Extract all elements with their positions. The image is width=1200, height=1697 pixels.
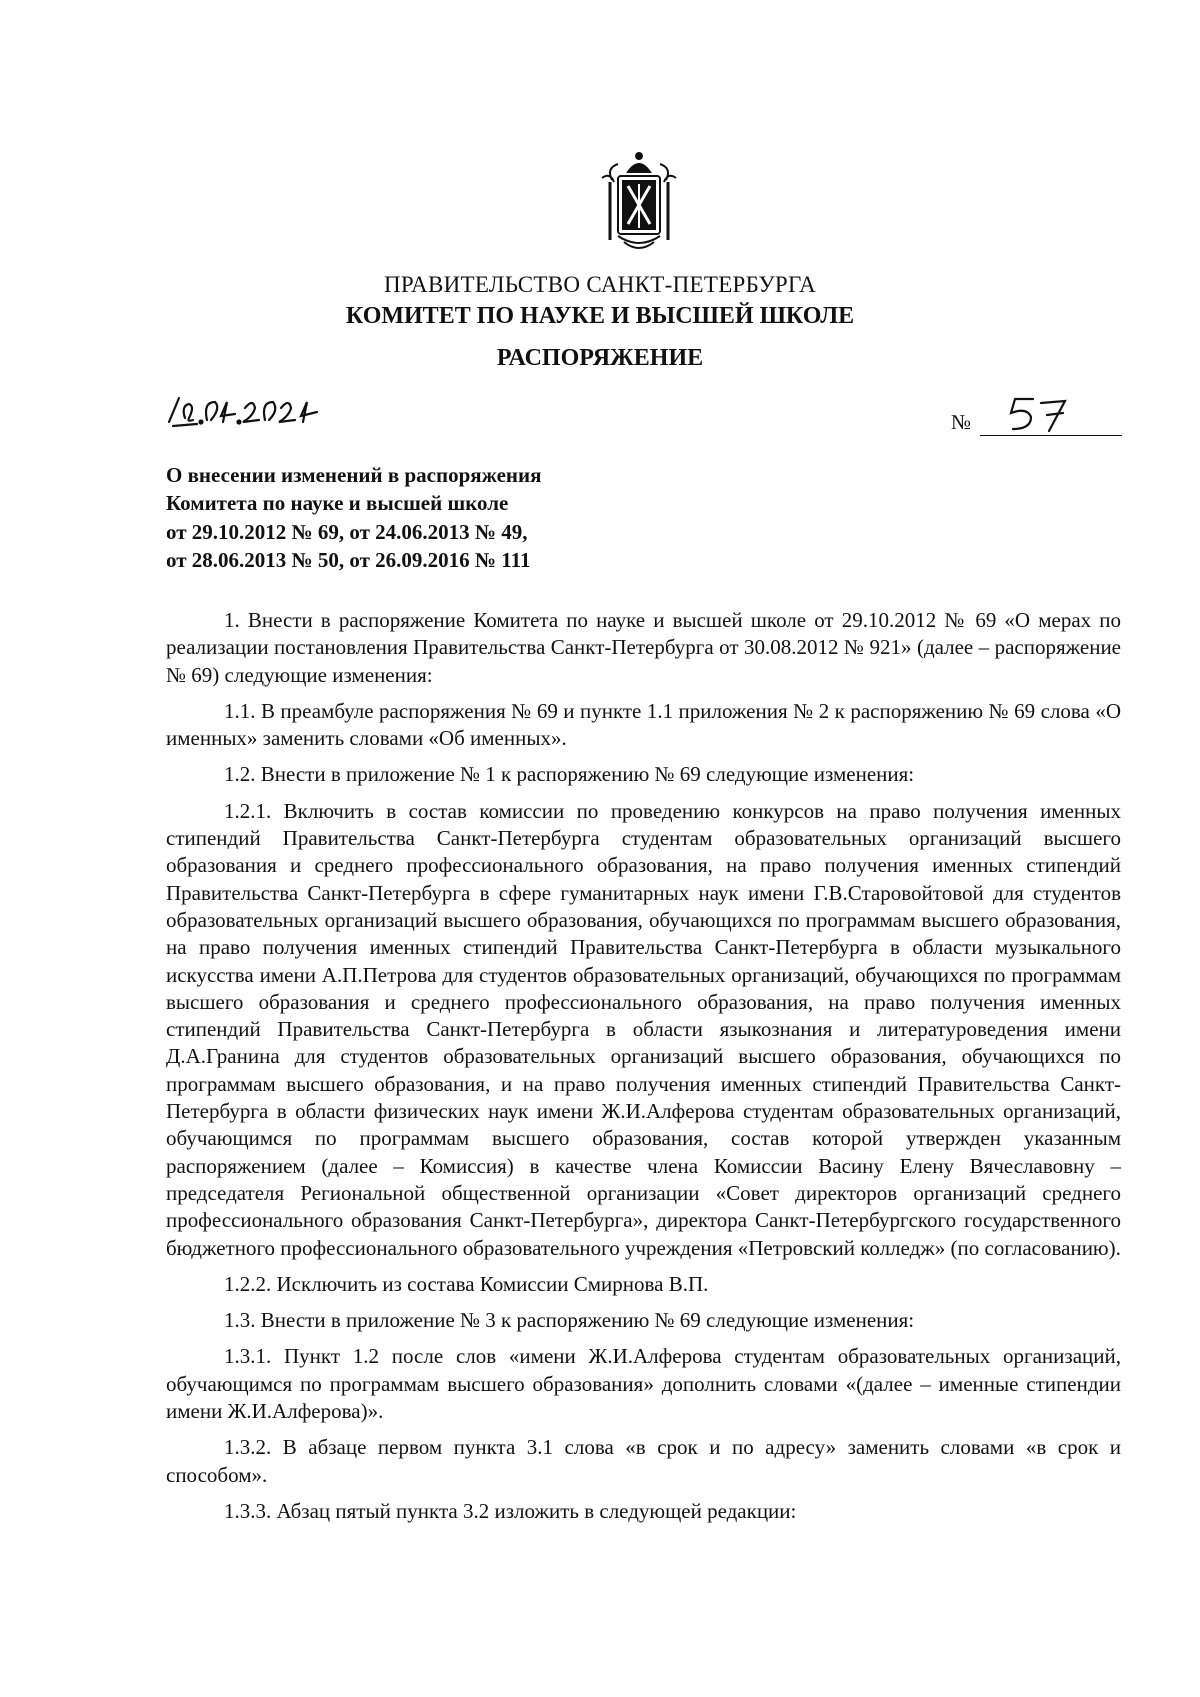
paragraph: 1.2.1. Включить в состав комиссии по проведению конкурсов на право получения именных стипендий Правительства Санкт-Петербурга студентам образовательных организаций высшего образования и среднего профессионального образования, на право получения именных стипендий Правительства Санкт-Петербурга в сфере гуманитарных наук имени Г.В.Старовойтовой для студентов образовательных организаций высшего образования, обучающихся по программам высшего образования, на право получения именных стипендий Правительства Санкт-Петербурга в области музыкального искусства имени А.П.Петрова для студентов образовательных организаций, обучающихся по программам высшего образования и среднего профессионального образования, на право получения именных стипендий Правительства Санкт-Петербурга в области языкознания и литературоведения имени Д.А.Гранина для студентов образовательных организаций высшего образования, обучающихся по программам высшего образования, и на право получения именных стипендий Правительства Санкт-Петербурга в области физических наук имени Ж.И.Алферова студентам образовательных организаций, обучающимся по программам высшего образования, состав которой утвержден указанным распоряжением (далее – Комиссия) в качестве члена Комиссии Васину Елену Вячеславовну – председателя Региональной общественной организации «Совет директоров организаций среднего профессионального образования Санкт-Петербурга», директора Санкт-Петербургского государственного бюджетного профессионального образовательного учреждения «Петровский колледж» (по согласованию). xyxy=(166,798,1121,1260)
paragraph: 1.3.3. Абзац пятый пункта 3.2 изложить в следующей редакции: xyxy=(224,1498,797,1523)
handwritten-number xyxy=(1003,393,1075,435)
handwritten-date xyxy=(165,388,335,433)
subject-line: О внесении изменений в распоряжения xyxy=(166,463,542,487)
document-type: РАСПОРЯЖЕНИЕ xyxy=(496,345,704,371)
number-label: № xyxy=(951,410,972,434)
number-underline xyxy=(980,435,1122,436)
paragraph: 1.2. Внести в приложение № 1 к распоряжению № 69 следующие изменения: xyxy=(224,762,915,787)
document-subject xyxy=(166,461,541,575)
paragraph: 1.2.2. Исключить из состава Комиссии Смирнова В.П. xyxy=(224,1271,709,1296)
subject-line: Комитета по науке и высшей школе xyxy=(166,491,509,516)
paragraph: 1. Внести в распоряжение Комитета по науке и высшей школе от 29.10.2012 № 69 «О мерах по реализации постановления Правительства Санкт-Петербурга от 30.08.2012 № 921» (далее – распоряжение № 69) следующие изменения: xyxy=(166,608,1121,687)
subject-line: от 28.06.2013 № 50, от 26.09.2016 № 111 xyxy=(166,548,531,573)
paragraph: 1.3.1. Пункт 1.2 после слов «имени Ж.И.Алферова студентам образовательных организаций, обучающимся по программам высшего образования» дополнить словами «(далее – именные стипендии имени Ж.И.Алферова)». xyxy=(166,1344,1121,1424)
coat-of-arms-emblem xyxy=(598,150,680,254)
committee-name: КОМИТЕТ ПО НАУКЕ И ВЫСШЕЙ ШКОЛЕ xyxy=(345,303,855,329)
paragraph: 1.3.2. В абзаце первом пункта 3.1 слова «в срок и по адресу» заменить словами «в срок и способом». xyxy=(166,1435,1121,1487)
subject-line: от 29.10.2012 № 69, от 24.06.2013 № 49, xyxy=(166,519,528,544)
document-body xyxy=(166,607,1121,1534)
paragraph: 1.1. В преамбуле распоряжения № 69 и пункте 1.1 приложения № 2 к распоряжению № 69 слова «О именных» заменить словами «Об именных». xyxy=(166,698,1121,751)
government-name: ПРАВИТЕЛЬСТВО САНКТ-ПЕТЕРБУРГА xyxy=(383,272,817,297)
paragraph: 1.3. Внести в приложение № 3 к распоряжению № 69 следующие изменения: xyxy=(224,1308,915,1333)
